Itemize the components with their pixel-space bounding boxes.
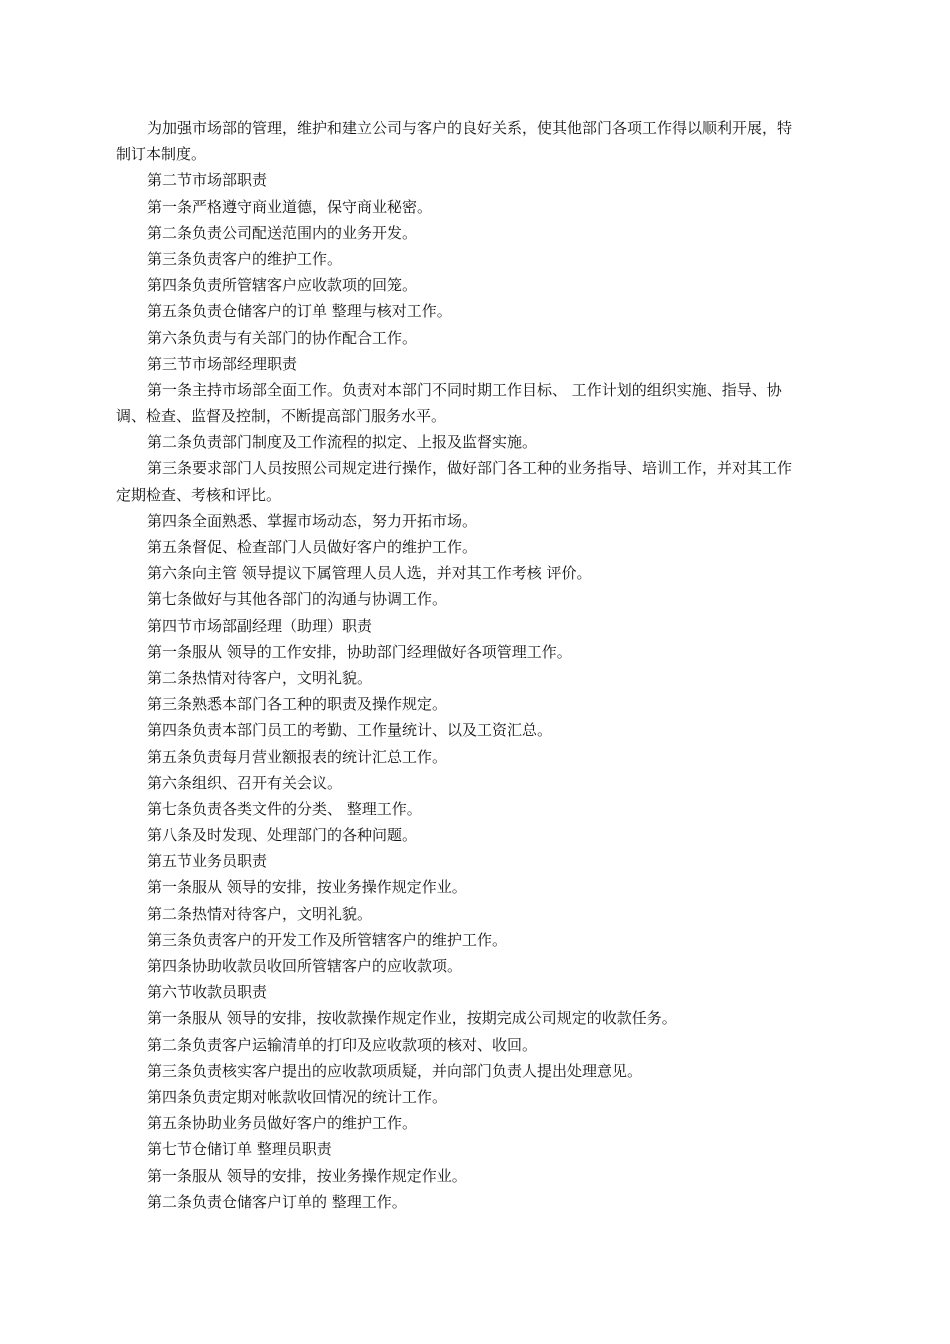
document-line: 第五节业务员职责 (147, 852, 268, 871)
document-line: 第五条督促、检查部门人员做好客户的维护工作。 (147, 538, 478, 556)
document-line: 第八条及时发现、处理部门的各种问题。 (147, 826, 418, 845)
document-line: 第一条服从 领导的安排，按业务操作规定作业。 (147, 1166, 467, 1185)
document-line: 第七节仓储订单 整理员职责 (147, 1140, 332, 1159)
document-line: 第二节市场部职责 (147, 171, 268, 190)
document-line: 第二条负责仓储客户订单的 整理工作。 (147, 1192, 407, 1211)
document-line: 第二条热情对待客户，文明礼貌。 (147, 904, 373, 923)
document-line: 第四条负责定期对帐款收回情况的统计工作。 (147, 1087, 448, 1106)
document-line: 第四条负责本部门员工的考勤、工作量统计、以及工资汇总。 (147, 721, 553, 740)
document-line: 第四条负责所管辖客户应收款项的回笼。 (147, 276, 418, 295)
document-line: 第一条服从 领导的安排，按业务操作规定作业。 (147, 878, 467, 897)
document-line: 第一条服从 领导的安排，按收款操作规定作业，按期完成公司规定的收款任务。 (147, 1009, 677, 1028)
document-line: 第一条严格遵守商业道德，保守商业秘密。 (147, 197, 433, 216)
document-line: 第三条要求部门人员按照公司规定进行操作，做好部门各工种的业务指导、培训工作，并对其工作 (147, 459, 793, 478)
document-line: 第三条负责客户的维护工作。 (147, 249, 343, 268)
document-line: 第六条向主管 领导提议下属管理人员人选，并对其工作考核 评价。 (147, 564, 592, 583)
document-line: 第七条负责各类文件的分类、 整理工作。 (147, 799, 422, 818)
document-line: 第二条负责公司配送范围内的业务开发。 (147, 223, 418, 242)
document-page (116, 115, 836, 1215)
document-line: 第四条全面熟悉、掌握市场动态，努力开拓市场。 (147, 511, 478, 530)
document-line: 第四节市场部副经理（助理）职责 (147, 616, 373, 635)
document-line: 制订本制度。 (116, 145, 207, 164)
document-line: 第三条负责核实客户提出的应收款项质疑，并向部门负责人提出处理意见。 (147, 1061, 643, 1080)
document-line: 第三节市场部经理职责 (147, 354, 298, 373)
document-line: 第六条负责与有关部门的协作配合工作。 (147, 328, 418, 347)
document-line: 第六节收款员职责 (147, 983, 268, 1002)
document-line: 第一条主持市场部全面工作。负责对本部门不同时期工作目标、 工作计划的组织实施、指导、协 (147, 380, 782, 399)
document-line: 第二条负责客户运输清单的打印及应收款项的核对、收回。 (147, 1035, 538, 1054)
document-line: 为加强市场部的管理，维护和建立公司与客户的良好关系，使其他部门各项工作得以顺利开展，特 (147, 119, 793, 137)
document-line: 第二条热情对待客户，文明礼貌。 (147, 668, 373, 687)
document-line: 第五条负责仓储客户的订单 整理与核对工作。 (147, 302, 452, 321)
document-line: 第七条做好与其他各部门的沟通与协调工作。 (147, 590, 448, 609)
document-line: 第二条负责部门制度及工作流程的拟定、上报及监督实施。 (147, 433, 538, 452)
document-line: 调、检查、监督及控制，不断提高部门服务水平。 (116, 407, 447, 426)
document-line: 第五条协助业务员做好客户的维护工作。 (147, 1114, 418, 1133)
document-line: 定期检查、考核和评比。 (116, 485, 282, 504)
document-line: 第四条协助收款员收回所管辖客户的应收款项。 (147, 957, 463, 975)
document-line: 第三条熟悉本部门各工种的职责及操作规定。 (147, 695, 448, 714)
document-line: 第一条服从 领导的工作安排，协助部门经理做好各项管理工作。 (147, 642, 572, 661)
document-line: 第五条负责每月营业额报表的统计汇总工作。 (147, 747, 448, 766)
document-line: 第三条负责客户的开发工作及所管辖客户的维护工作。 (147, 930, 508, 949)
document-line: 第六条组织、召开有关会议。 (147, 773, 343, 792)
